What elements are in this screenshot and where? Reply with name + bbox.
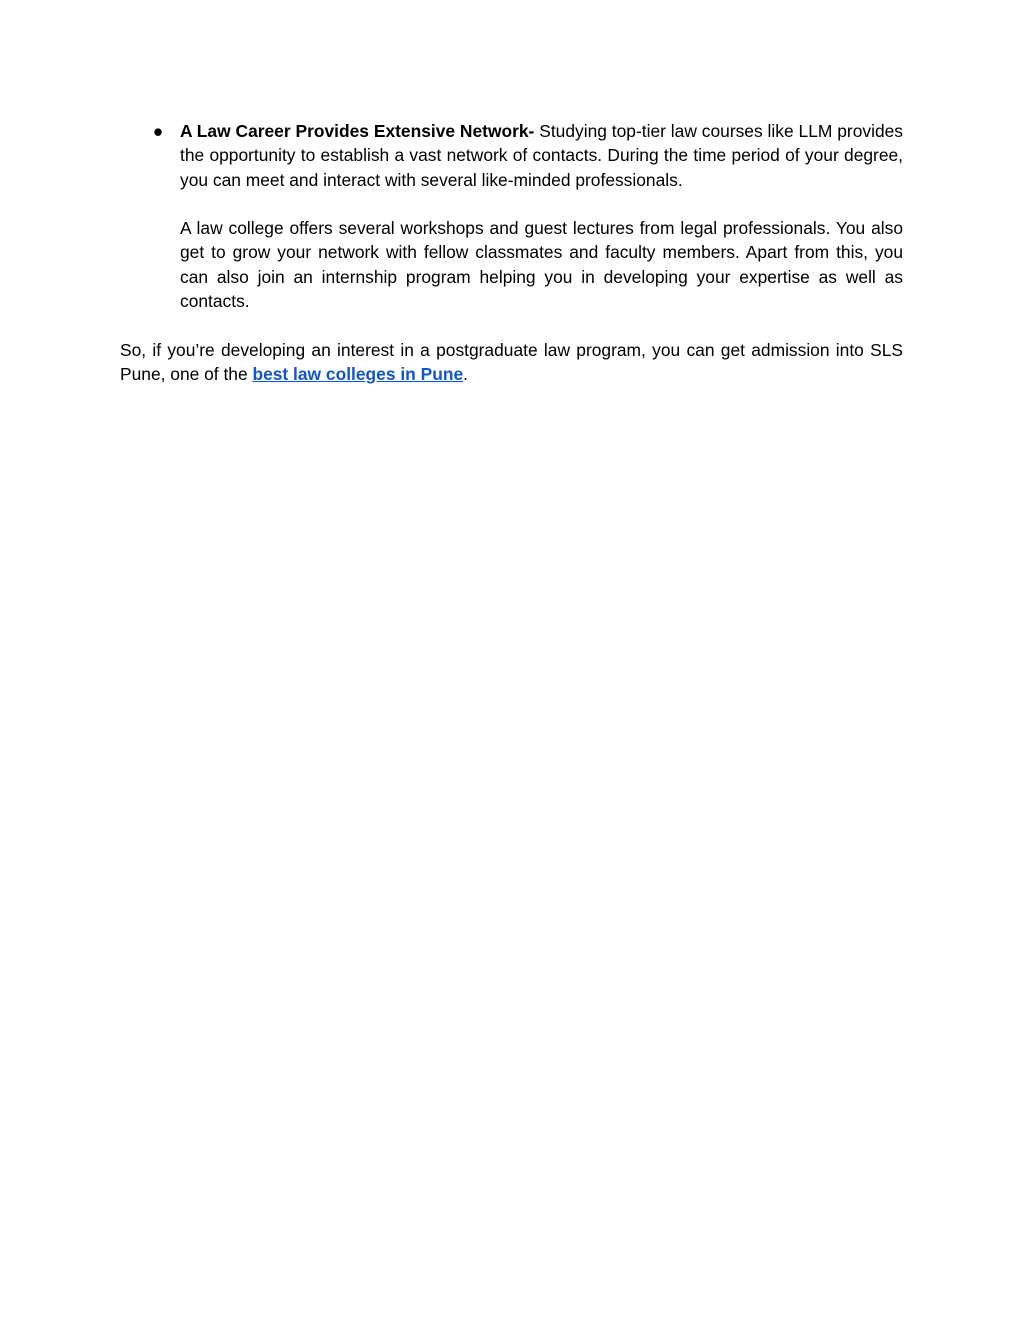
bullet-second-paragraph: A law college offers several workshops and guest lectures from legal professionals. You also get to grow your network with fellow classmates and faculty members. Apart from this, you can also join an internship program helping you in developing your expertise as well as contacts. [180, 218, 903, 312]
closing-paragraph [120, 338, 903, 387]
closing-text: So, if you’re developing an interest in a postgraduate law program, you can get admission into SLS Pune, one of the [120, 339, 903, 384]
closing-period: . [463, 363, 468, 384]
bullet-list-item [120, 119, 903, 313]
bullet-heading: A Law Career Provides Extensive Network- [180, 121, 535, 141]
bullet-dot-icon: ● [152, 121, 164, 141]
bullet-paragraph [180, 119, 903, 192]
bullet-text: Studying top-tier law courses like LLM provides the opportunity to establish a vast network of contacts. During the time period of your degree, you can meet and interact with several like-minded professionals. [180, 121, 903, 190]
document-content [120, 119, 903, 386]
best-law-colleges-link[interactable]: best law colleges in Pune [252, 363, 464, 384]
